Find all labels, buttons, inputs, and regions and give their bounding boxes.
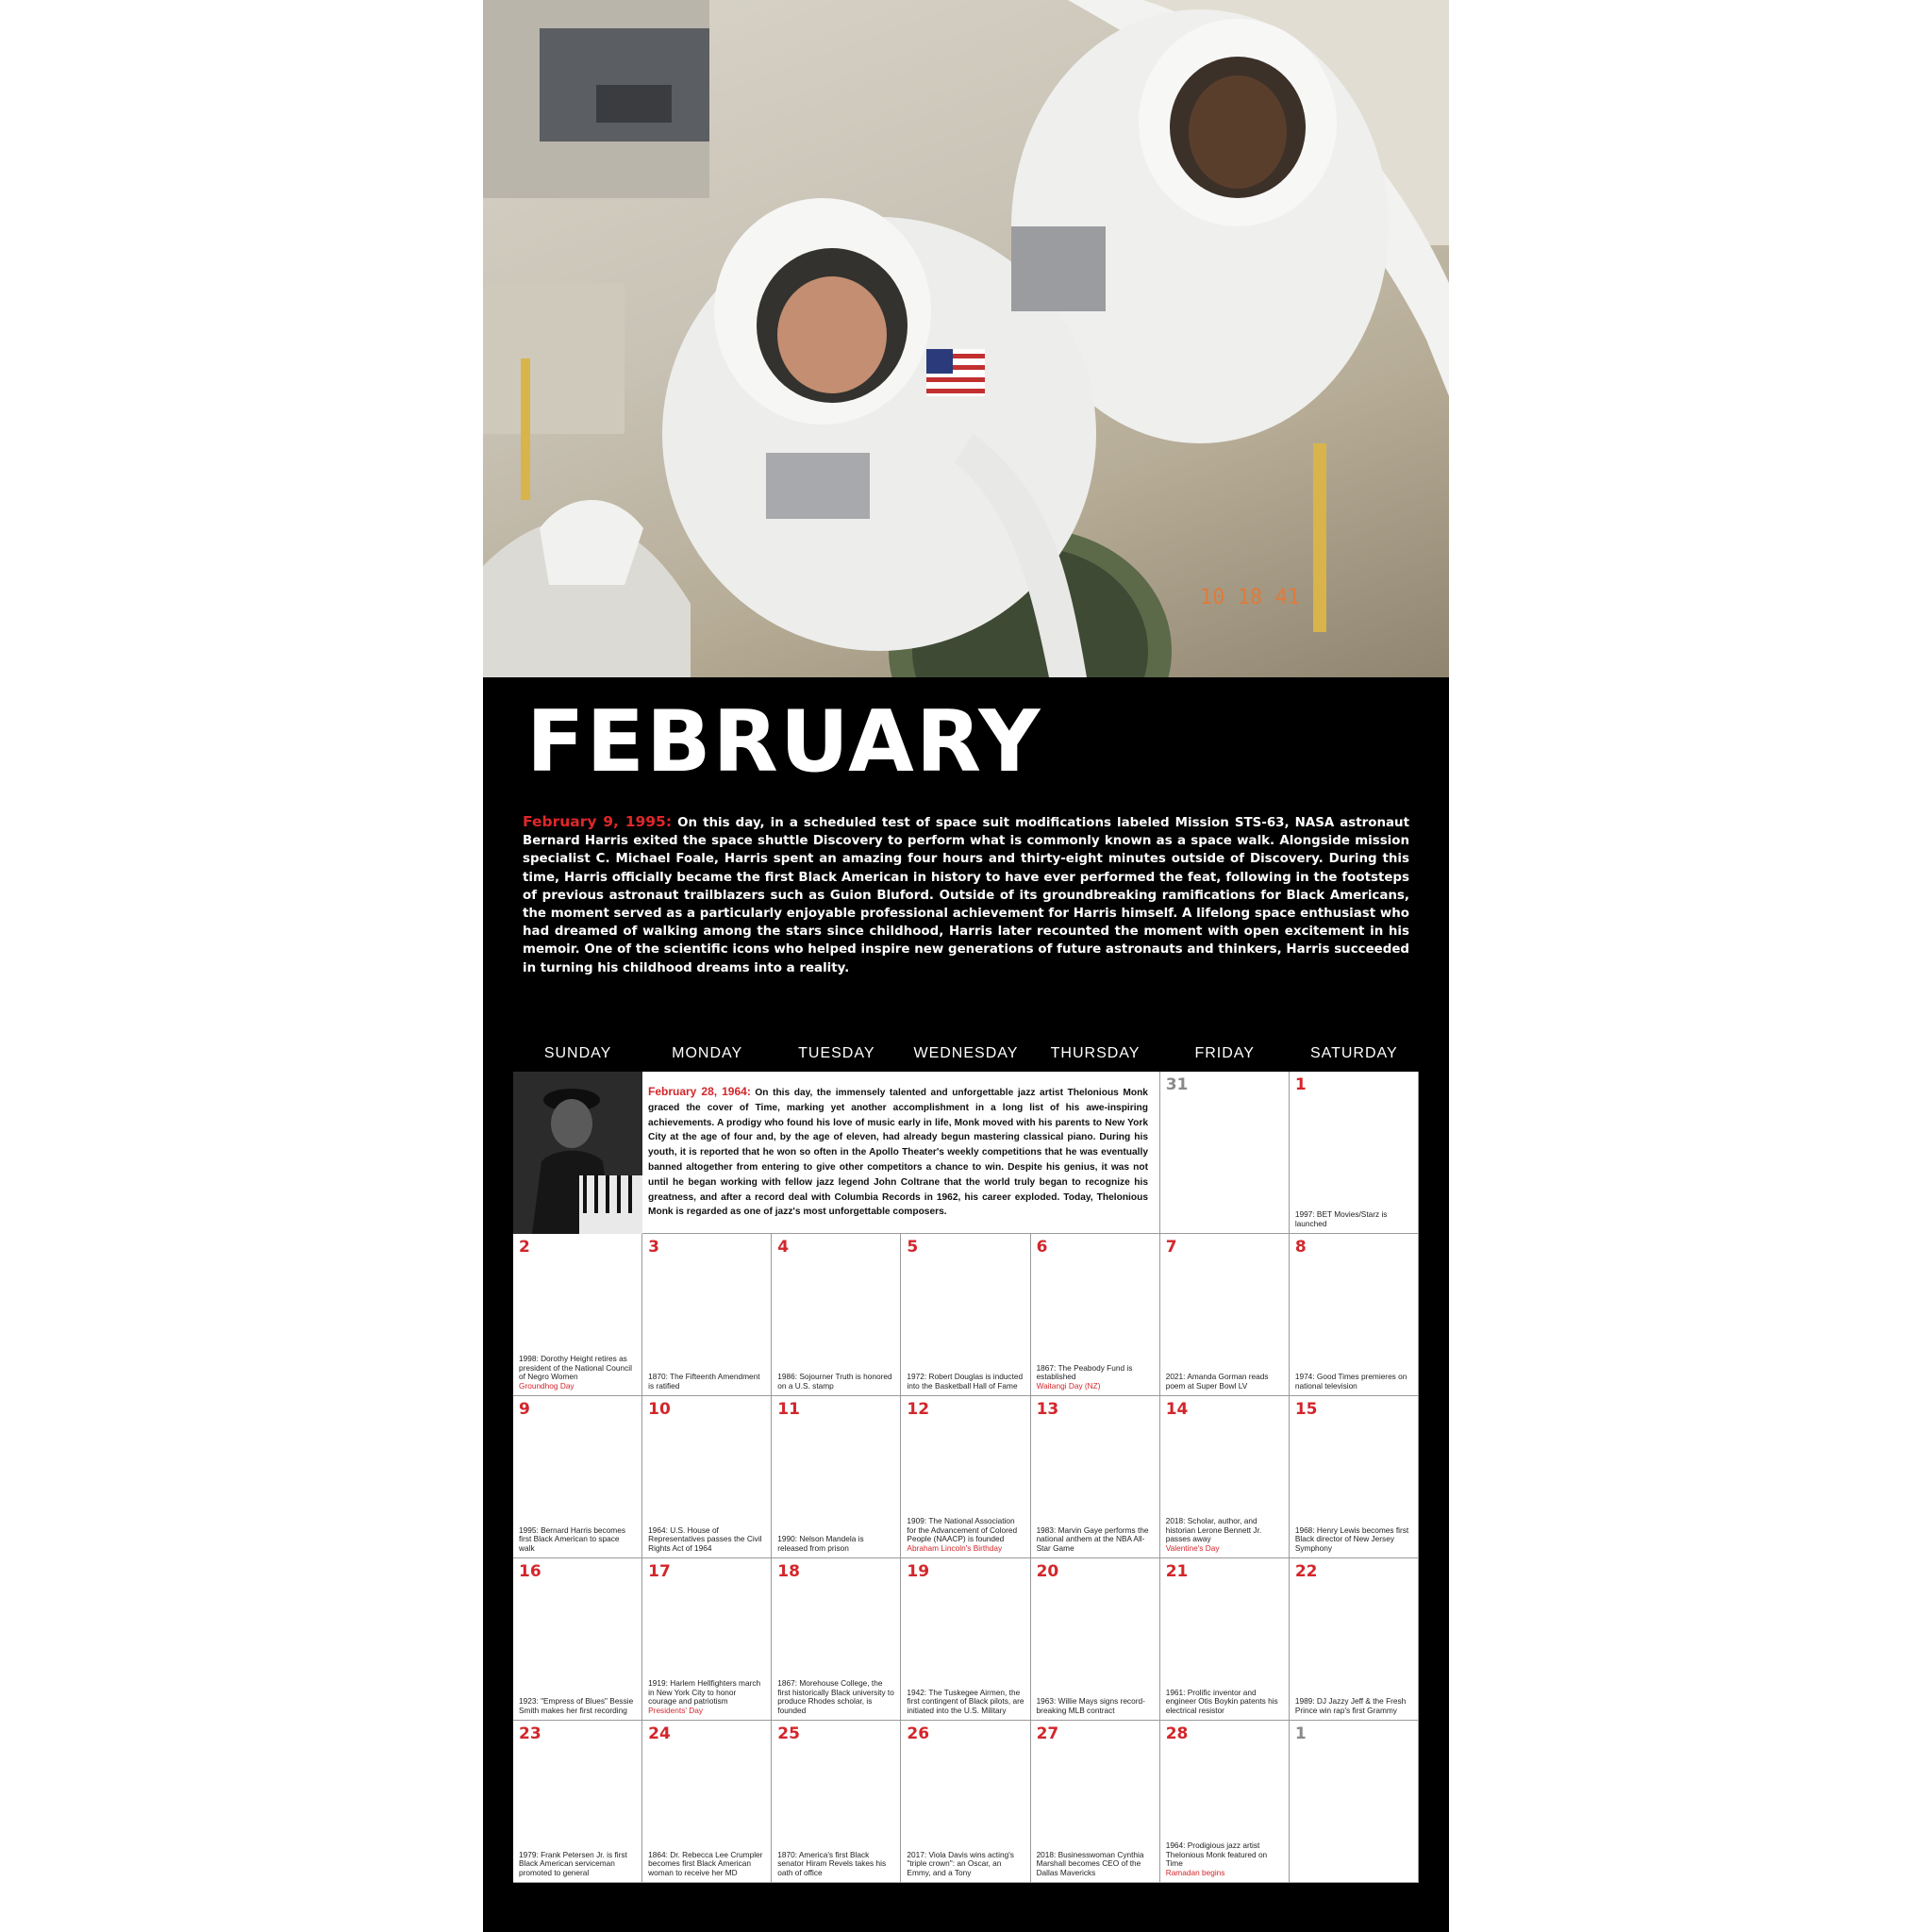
day-event-note [519,1697,637,1715]
event-text: 1995: Bernard Harris becomes first Black American to space walk [519,1524,625,1553]
day-cell[interactable] [513,1558,642,1721]
day-event-note [1166,1517,1284,1553]
day-number: 20 [1036,1562,1059,1581]
event-text: 1870: America's first Black senator Hiram Revels takes his oath of office [777,1849,887,1877]
day-cell[interactable] [1290,1558,1419,1721]
day-number: 19 [907,1562,930,1581]
day-number: 1 [1294,1075,1307,1094]
weekday-tuesday: TUESDAY [798,1045,875,1061]
day-cell[interactable] [901,1721,1030,1883]
day-cell[interactable] [1160,1558,1290,1721]
day-event-note [1037,1364,1155,1391]
day-number: 21 [1165,1562,1189,1581]
day-event-note [1295,1526,1413,1553]
astronauts-illustration [483,0,1449,677]
weekday-saturday: SATURDAY [1309,1045,1398,1061]
day-cell[interactable] [1290,1234,1419,1396]
day-cell[interactable] [772,1234,901,1396]
day-cell[interactable] [642,1396,772,1558]
holiday-label: Presidents' Day [648,1705,703,1715]
event-text: 1909: The National Association for the Advancement of Colored People (NAACP) is founded [907,1516,1018,1544]
day-event-note [777,1679,895,1715]
day-event-note [907,1373,1024,1391]
day-event-note [519,1355,637,1391]
day-event-note [648,1373,766,1391]
event-text: 2018: Businesswoman Cynthia Marshall becomes CEO of the Dallas Mavericks [1036,1849,1144,1877]
day-number: 6 [1036,1238,1048,1257]
day-cell[interactable] [1160,1721,1290,1883]
event-text: 1990: Nelson Mandela is released from prison [777,1534,864,1553]
intro-paragraph [523,813,1409,977]
day-event-note [777,1851,895,1877]
event-text: 1864: Dr. Rebecca Lee Crumpler becomes first Black American woman to receive her MD [648,1849,763,1877]
day-cell[interactable] [901,1396,1030,1558]
day-event-note [1295,1210,1413,1228]
day-event-note [1166,1841,1284,1877]
day-cell[interactable] [1031,1558,1160,1721]
day-event-note [1295,1697,1413,1715]
day-cell[interactable] [513,1721,642,1883]
day-number: 25 [777,1724,800,1743]
event-text: 1997: BET Movies/Starz is launched [1294,1209,1388,1228]
day-number: 2 [519,1238,530,1257]
photo-timestamp: 10 18 41 [1200,586,1300,609]
event-text: 1986: Sojourner Truth is honored on a U.S. stamp [777,1372,892,1391]
day-event-note [907,1517,1024,1553]
day-event-note [907,1851,1024,1877]
monk-illustration [513,1072,642,1234]
day-number: 11 [777,1400,800,1419]
day-number: 17 [648,1562,671,1581]
intro-date: February 9, 1995: [523,813,673,830]
event-text: 2017: Viola Davis wins acting's "triple crown": an Oscar, an Emmy, and a Tony [907,1849,1014,1877]
day-cell[interactable] [642,1721,772,1883]
weekday-monday: MONDAY [672,1045,743,1061]
day-number: 1 [1294,1724,1307,1743]
weekday-wednesday: WEDNESDAY [913,1045,1019,1061]
event-text: 2021: Amanda Gorman reads poem at Super Bowl LV [1165,1372,1269,1391]
event-text: 1979: Frank Petersen Jr. is first Black American serviceman promoted to general [519,1849,627,1877]
day-number: 15 [1294,1400,1318,1419]
holiday-label: Groundhog Day [519,1380,575,1391]
day-event-note [1166,1689,1284,1715]
event-text: 1974: Good Times premieres on national television [1294,1372,1407,1391]
feature-cell [513,1072,1160,1234]
event-text: 1983: Marvin Gaye performs the national anthem at the NBA All-Star Game [1036,1524,1149,1553]
day-cell[interactable] [1031,1234,1160,1396]
event-text: 1870: The Fifteenth Amendment is ratified [648,1372,760,1391]
day-number: 18 [777,1562,800,1581]
calendar-grid [513,1072,1419,1883]
day-cell[interactable] [1031,1396,1160,1558]
day-number: 22 [1294,1562,1318,1581]
day-cell[interactable] [1031,1721,1160,1883]
event-text: 1942: The Tuskegee Airmen, the first contingent of Black pilots, are initiated into the U.S. Military [907,1687,1024,1715]
day-event-note [519,1526,637,1553]
weekday-friday: FRIDAY [1194,1045,1255,1061]
day-number: 12 [907,1400,930,1419]
day-event-note [519,1851,637,1877]
day-cell[interactable] [642,1558,772,1721]
event-text: 2018: Scholar, author, and historian Lerone Bennett Jr. passes away [1165,1516,1262,1544]
day-event-note [907,1689,1024,1715]
event-text: 1923: "Empress of Blues" Bessie Smith makes her first recording [519,1696,634,1715]
calendar-page [483,0,1449,1932]
day-number: 27 [1036,1724,1059,1743]
day-event-note [1037,1697,1155,1715]
day-cell[interactable] [1290,1721,1419,1883]
day-cell[interactable] [1160,1234,1290,1396]
day-cell[interactable] [513,1234,642,1396]
feature-paragraph [648,1085,1148,1220]
weekday-thursday: THURSDAY [1050,1045,1141,1061]
day-number: 23 [519,1724,541,1743]
event-text: 1919: Harlem Hellfighters march in New York City to honor courage and patriotism [648,1678,761,1707]
holiday-label: Valentine's Day [1165,1542,1220,1553]
feature-text: On this day, the immensely talented and unforgettable jazz artist Thelonious Monk graced the cover of Time, marking yet another accomplishment in a long list of his awe-inspiring achievements. A prodigy who found his love of music early in life, Monk moved with his parents to New York City at the age of four and, by the age of eleven, had already begun mastering classical piano. During his youth, it is reported that he won so often in the Apollo Theater's weekly competitions that he was eventually banned altogether from entering to give other competitors a chance to win. Despite his genius, it was not until he began working with fellow jazz legend John Coltrane that the world truly began to recognize his greatness, and after a record deal with Columbia Records in 1962, his career exploded. Today, Thelonious Monk is regarded as one of jazz's most unforgettable composers. [648,1088,1148,1218]
day-cell[interactable] [772,1721,901,1883]
day-cell[interactable] [1160,1396,1290,1558]
day-event-note [777,1535,895,1553]
event-text: 1867: The Peabody Fund is established [1036,1362,1133,1382]
event-text: 1963: Willie Mays signs record-breaking MLB contract [1036,1696,1145,1715]
event-text: 1961: Prolific inventor and engineer Otis Boykin patents his electrical resistor [1165,1687,1278,1715]
day-number: 31 [1165,1075,1189,1094]
astronauts-photo [483,0,1449,677]
day-number: 24 [648,1724,671,1743]
day-number: 7 [1165,1238,1177,1257]
day-cell[interactable] [901,1234,1030,1396]
day-number: 5 [907,1238,919,1257]
day-number: 9 [519,1400,530,1419]
day-event-note [1037,1851,1155,1877]
day-cell[interactable] [772,1396,901,1558]
feature-date: February 28, 1964: [648,1085,751,1098]
day-number: 26 [907,1724,930,1743]
weekday-header [513,1045,1419,1068]
day-cell[interactable] [1290,1396,1419,1558]
day-number: 28 [1165,1724,1189,1743]
day-cell[interactable] [1290,1072,1419,1234]
holiday-label: Waitangi Day (NZ) [1036,1380,1101,1391]
day-event-note [1037,1526,1155,1553]
event-text: 1964: U.S. House of Representatives passes the Civil Rights Act of 1964 [648,1524,762,1553]
event-text: 1968: Henry Lewis becomes first Black director of New Jersey Symphony [1294,1524,1409,1553]
day-event-note [648,1679,766,1715]
day-event-note [1295,1373,1413,1391]
weekday-sunday: SUNDAY [543,1045,612,1061]
event-text: 1972: Robert Douglas is inducted into the Basketball Hall of Fame [907,1372,1024,1391]
day-number: 10 [648,1400,671,1419]
day-event-note [648,1851,766,1877]
day-event-note [648,1526,766,1553]
month-title: FEBRUARY [526,692,1042,791]
holiday-label: Abraham Lincoln's Birthday [907,1542,1003,1553]
event-text: 1964: Prodigious jazz artist Thelonious Monk featured on Time [1165,1840,1268,1869]
day-cell[interactable] [513,1396,642,1558]
intro-text: On this day, in a scheduled test of space suit modifications labeled Mission STS-63, NASA astronaut Bernard Harris exited the space shuttle Discovery to perform what is commonly known as a space walk. Alongside mission specialist C. Michael Foale, Harris spent an amazing four hours and thirty-eight minutes outside of Discovery. During this time, Harris officially became the first Black American in history to have ever performed the feat, following in the footsteps of previous astronaut trailblazers such as Guion Bluford. Outside of its groundbreaking ramifications for Black Americans, the moment served as a particularly enjoyable professional achievement for Harris himself. A lifelong space enthusiast who had dreamed of walking among the stars since childhood, Harris later recounted the moment with open excitement in his memoir. One of the scientific icons who helped inspire new generations of future astronauts and thinkers, Harris succeeded in turning his childhood dreams into a reality. [523,816,1409,975]
event-text: 1867: Morehouse College, the first historically Black university to produce Rhodes scholar, is founded [777,1678,894,1715]
day-number: 14 [1165,1400,1189,1419]
day-cell[interactable] [901,1558,1030,1721]
event-text: 1998: Dorothy Height retires as president of the National Council of Negro Women [519,1354,632,1382]
day-cell[interactable] [642,1234,772,1396]
day-number: 3 [648,1238,659,1257]
day-number: 8 [1294,1238,1307,1257]
thelonious-monk-photo [513,1072,642,1234]
day-cell[interactable] [772,1558,901,1721]
day-event-note [1166,1373,1284,1391]
holiday-label: Ramadan begins [1165,1867,1225,1877]
day-event-note [777,1373,895,1391]
day-number: 4 [777,1238,790,1257]
day-number: 13 [1036,1400,1059,1419]
day-number: 16 [519,1562,541,1581]
day-cell[interactable] [1160,1072,1290,1234]
event-text: 1989: DJ Jazzy Jeff & the Fresh Prince win rap's first Grammy [1294,1696,1407,1715]
